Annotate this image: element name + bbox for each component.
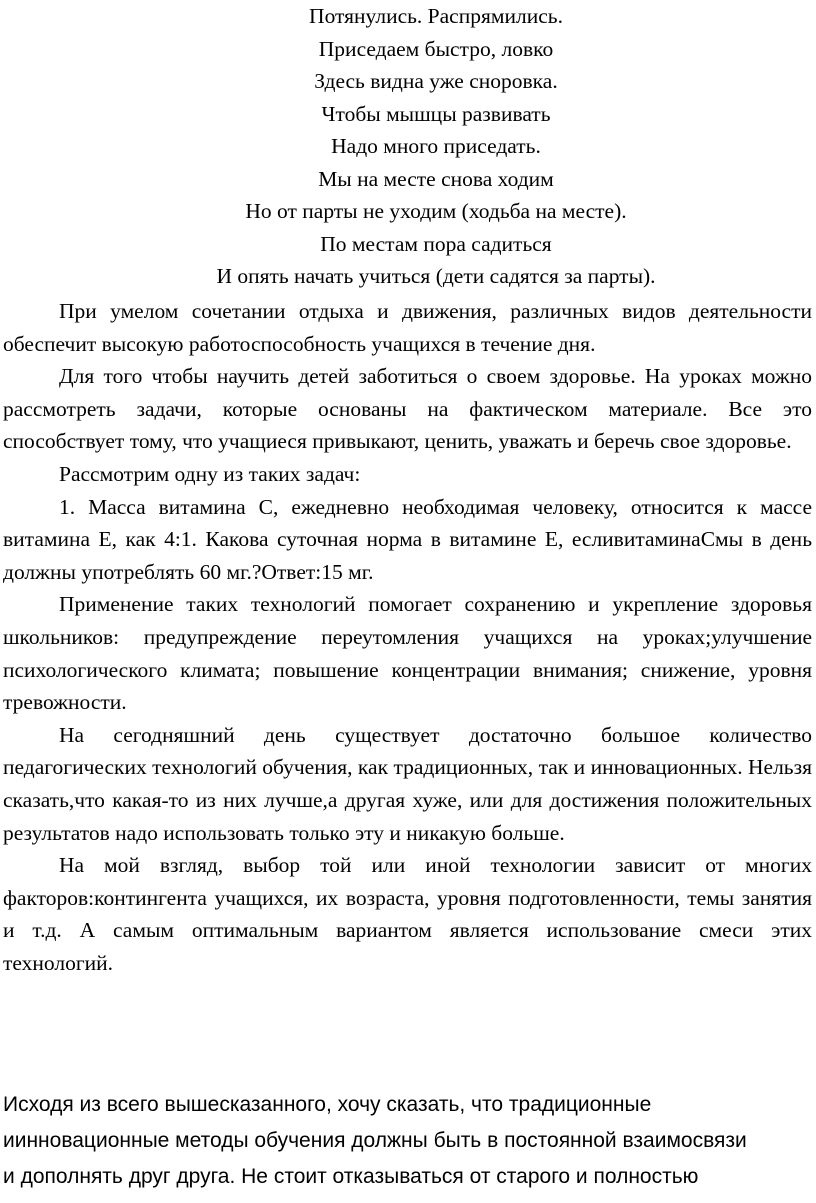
poem-line: По местам пора садиться <box>320 231 552 256</box>
closing-paragraph <box>3 1087 803 1195</box>
paragraph-work-capacity: При умелом сочетании отдыха и движения, различных видов деятельности обеспечит высокую работоспособность учащихся в течение дня. <box>3 299 812 356</box>
poem-line: И опять начать учиться (дети садятся за парты). <box>216 264 656 288</box>
closing-line: и дополнять друг друга. Не стоит отказываться от старого и полностью <box>3 1165 699 1188</box>
paragraph-task-intro: Рассмотрим одну из таких задач: <box>59 461 361 486</box>
paragraph-vitamin-task: 1. Масса витамина С, ежедневно необходимая человеку, относится к массе витамина Е, как 4:1. Какова суточная норма в витамине Е, есливитаминаСмы в день должны употреблять 60 мг.?Ответ:15 мг. <box>3 494 812 584</box>
poem-line: Надо много приседать. <box>331 134 541 158</box>
paragraph-technology-benefits: Применение таких технологий помогает сохранению и укрепление здоровья школьников: предупреждение переутомления учащихся на уроках;улучшение психологического климата; повышение концентрации внимания; снижение, уровня тревожности. <box>3 592 812 715</box>
poem-line: Здесь видна уже сноровка. <box>314 69 558 93</box>
paragraph-technologies-today: На сегодняшний день существует достаточно большое количество педагогических технологий обучения, как традиционных, так и инновационных. Нельзя сказать,что какая-то из них лучше,а другая хуже, или для достижения положительных результатов надо использовать только эту и никакую больше. <box>3 722 812 845</box>
body-text <box>3 295 812 979</box>
poem-line: Чтобы мышцы развивать <box>321 101 551 126</box>
paragraph-technology-choice: На мой взгляд, выбор той или иной технологии зависит от многих факторов:контингента учащихся, их возраста, уровня подготовленности, темы занятия и т.д. А самым оптимальным вариантом является использование смеси этих технологий. <box>3 853 812 975</box>
closing-line: Исходя из всего вышесказанного, хочу сказать, что традиционные <box>3 1093 652 1116</box>
closing-line: иинновационные методы обучения должны быть в постоянной взаимосвязи <box>3 1129 747 1152</box>
poem-block <box>0 0 816 293</box>
poem-line: Потянулись. Распрямились. <box>309 4 563 28</box>
paragraph-health-tasks: Для того чтобы научить детей заботиться о своем здоровье. На уроках можно рассмотреть задачи, которые основаны на фактическом материале. Все это способствует тому, что учащиеся привыкают, ценить, уважать и беречь свое здоровье. <box>3 364 812 454</box>
poem-line: Но от парты не уходим (ходьба на месте). <box>245 199 627 223</box>
poem-line: Приседаем быстро, ловко <box>318 36 554 61</box>
poem-line: Мы на месте снова ходим <box>318 166 554 191</box>
